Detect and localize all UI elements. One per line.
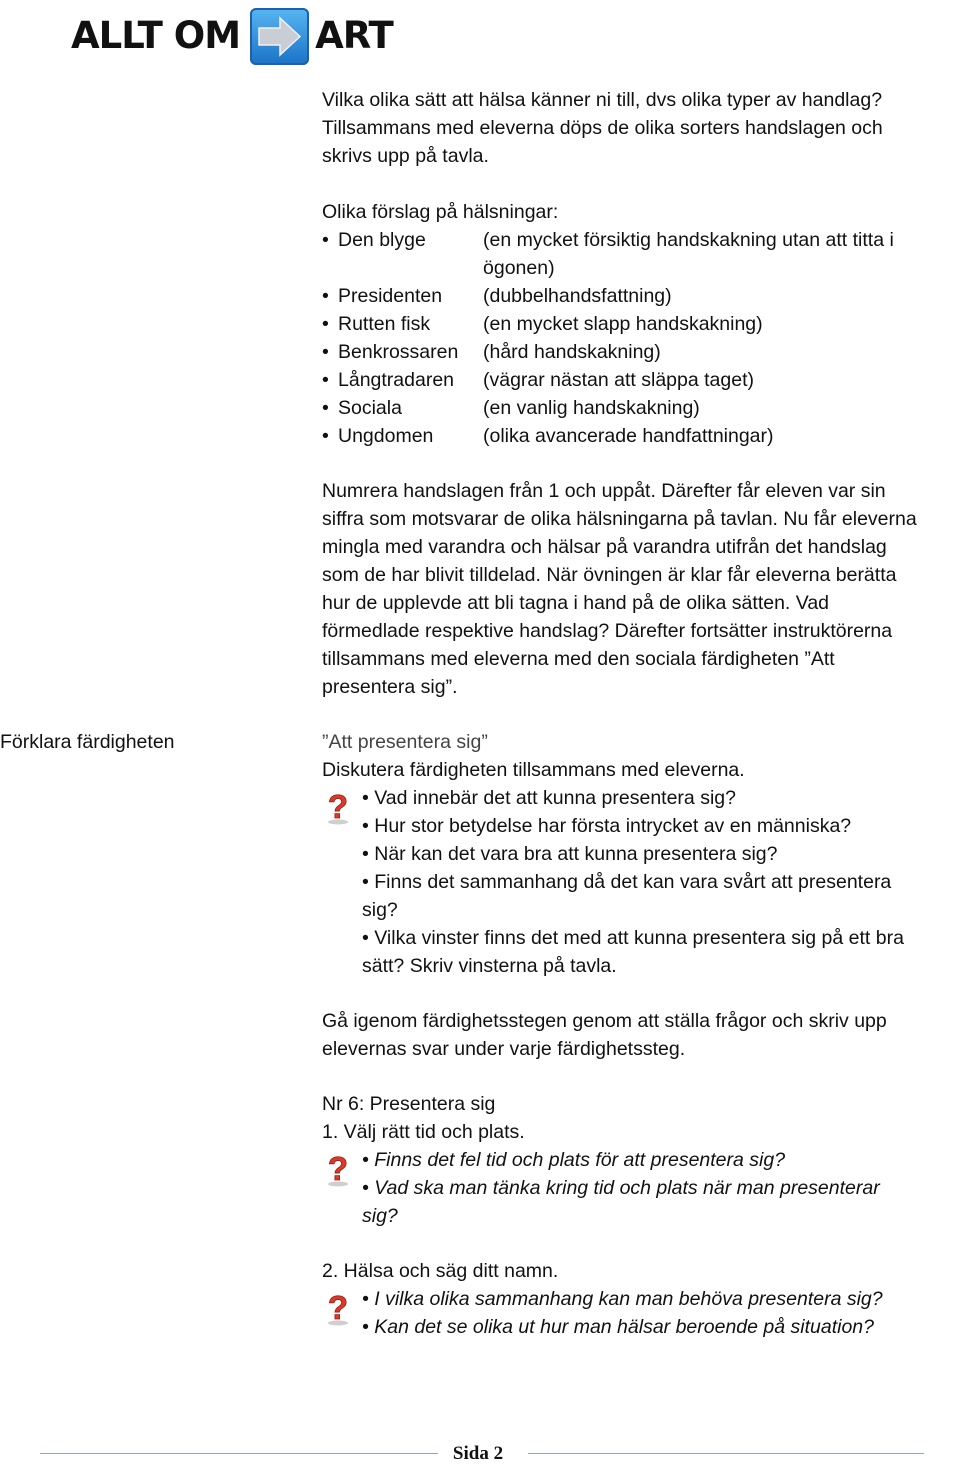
skill-question: • Hur stor betydelse har första intrycket av en människa? bbox=[362, 815, 852, 837]
question-mark-icon bbox=[323, 1150, 353, 1188]
svg-text:?: ? bbox=[327, 1150, 349, 1187]
step-question: • I vilka olika sammanhang kan man behöva presentera sig? bbox=[362, 1288, 883, 1310]
page-number: Sida 2 bbox=[452, 1443, 504, 1464]
greeting-name: Ungdomen bbox=[338, 425, 434, 447]
intro-line: Tillsammans med eleverna döps de olika sorters handslagen och bbox=[322, 117, 883, 139]
skill-title: ”Att presentera sig” bbox=[322, 731, 488, 753]
bullet: • bbox=[322, 341, 329, 363]
step-heading: 2. Hälsa och säg ditt namn. bbox=[322, 1260, 559, 1282]
logo-text-right: ART bbox=[315, 14, 393, 57]
step-question: • Finns det fel tid och plats för att presentera sig? bbox=[362, 1149, 786, 1171]
steps-intro-line: Gå igenom färdighetsstegen genom att ställa frågor och skriv upp bbox=[322, 1010, 887, 1032]
greeting-desc-cont: ögonen) bbox=[483, 257, 555, 279]
bullet: • bbox=[322, 229, 329, 251]
question-mark-icon bbox=[323, 788, 353, 826]
greeting-desc: (dubbelhandsfattning) bbox=[483, 285, 672, 307]
greeting-item bbox=[322, 338, 661, 366]
numrera-line: förmedlade respektive handslag? Därefter fortsätter instruktörerna bbox=[322, 620, 893, 642]
svg-text:?: ? bbox=[327, 788, 349, 825]
intro-line: skrivs upp på tavla. bbox=[322, 145, 489, 167]
greeting-name: Benkrossaren bbox=[338, 341, 459, 363]
skill-question: • Finns det sammanhang då det kan vara svårt att presentera bbox=[362, 871, 892, 893]
greeting-desc: (vägrar nästan att släppa taget) bbox=[483, 369, 754, 391]
logo bbox=[71, 6, 393, 66]
greeting-name: Presidenten bbox=[338, 285, 443, 307]
greetings-title: Olika förslag på hälsningar: bbox=[322, 201, 559, 223]
numrera-line: hur de upplevde att bli tagna i hand på de olika sätten. Vad bbox=[322, 592, 830, 614]
greeting-name: Rutten fisk bbox=[338, 313, 431, 335]
numrera-line: Numrera handslagen från 1 och uppåt. Därefter får eleven var sin bbox=[322, 480, 886, 502]
svg-text:?: ? bbox=[327, 1289, 349, 1326]
greeting-item bbox=[322, 282, 672, 310]
greeting-desc: (hård handskakning) bbox=[483, 341, 661, 363]
numrera-line: siffra som motsvarar de olika hälsningarna på tavlan. Nu får eleverna bbox=[322, 508, 917, 530]
intro-line: Vilka olika sätt att hälsa känner ni till, dvs olika typer av handlag? bbox=[322, 89, 883, 111]
numrera-line: presentera sig”. bbox=[322, 676, 458, 698]
greeting-item bbox=[322, 422, 774, 450]
arrow-right-icon bbox=[250, 8, 309, 65]
step-heading: 1. Välj rätt tid och plats. bbox=[322, 1121, 525, 1143]
skill-question: • Vad innebär det att kunna presentera sig? bbox=[362, 787, 736, 809]
bullet: • bbox=[322, 285, 329, 307]
side-label: Förklara färdigheten bbox=[0, 731, 175, 753]
step-question: sig? bbox=[362, 1205, 398, 1227]
bullet: • bbox=[322, 313, 329, 335]
numrera-line: tillsammans med eleverna med den sociala färdigheten ”Att bbox=[322, 648, 835, 670]
greeting-item bbox=[322, 310, 763, 338]
logo-text-left: ALLT OM bbox=[71, 14, 241, 57]
footer-divider-left bbox=[40, 1453, 438, 1454]
step-question: • Vad ska man tänka kring tid och plats när man presenterar bbox=[362, 1177, 880, 1199]
numrera-line: som de har blivit tilldelad. När övningen är klar får eleverna berätta bbox=[322, 564, 897, 586]
skill-question: • När kan det vara bra att kunna presentera sig? bbox=[362, 843, 778, 865]
step-section-title: Nr 6: Presentera sig bbox=[322, 1093, 496, 1115]
steps-intro-line: elevernas svar under varje färdighetssteg. bbox=[322, 1038, 686, 1060]
greeting-name: Långtradaren bbox=[338, 369, 455, 391]
step-question: • Kan det se olika ut hur man hälsar beroende på situation? bbox=[362, 1316, 874, 1338]
skill-question: sätt? Skriv vinsterna på tavla. bbox=[362, 955, 617, 977]
numrera-line: mingla med varandra och hälsar på varandra utifrån det handslag bbox=[322, 536, 887, 558]
skill-intro: Diskutera färdigheten tillsammans med eleverna. bbox=[322, 759, 745, 781]
question-mark-icon bbox=[323, 1289, 353, 1327]
greeting-desc: (en mycket försiktig handskakning utan att titta i bbox=[483, 229, 894, 251]
bullet: • bbox=[322, 369, 329, 391]
bullet: • bbox=[322, 397, 329, 419]
bullet: • bbox=[322, 425, 329, 447]
greeting-desc: (olika avancerade handfattningar) bbox=[483, 425, 774, 447]
skill-question: • Vilka vinster finns det med att kunna presentera sig på ett bra bbox=[362, 927, 904, 949]
skill-question: sig? bbox=[362, 899, 398, 921]
greeting-item bbox=[322, 226, 894, 254]
greeting-name: Den blyge bbox=[338, 229, 426, 251]
footer-divider-right bbox=[528, 1453, 924, 1454]
greeting-desc: (en vanlig handskakning) bbox=[483, 397, 700, 419]
greeting-name: Sociala bbox=[338, 397, 402, 419]
greeting-item bbox=[322, 366, 754, 394]
greeting-desc: (en mycket slapp handskakning) bbox=[483, 313, 763, 335]
greeting-item bbox=[322, 394, 700, 422]
